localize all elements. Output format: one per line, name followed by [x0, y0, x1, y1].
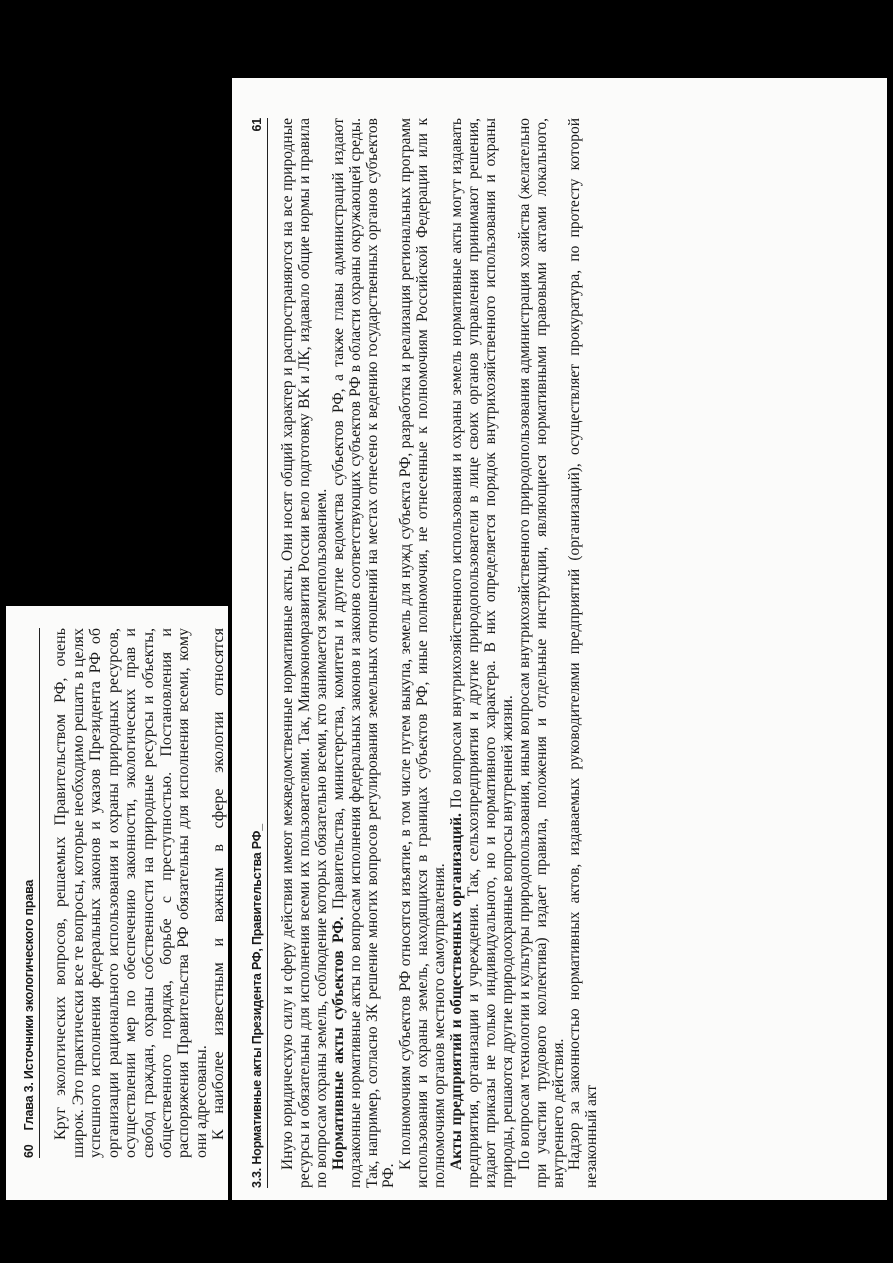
paragraph: К наиболее известным и важным в сфере экологии относятся [210, 628, 228, 1140]
paragraph: К полномочиям субъектов РФ относятся изъятие, в том числе путем выкупа, земель для нужд субъекта РФ, разработка и реализация региональных программ использования и охраны земель, находящихся в границах субъектов РФ, иные полномочия, не отнесенные к полномочиям Российской Федерации или к полномочиям органов местного самоуправления. [397, 118, 449, 1188]
paragraph: Нормативные акты субъектов РФ. Правительства, министерства, комитеты и другие ведомства субъектов РФ, а также главы администраций издают подзаконные нормативные акты по вопросам исполнения федеральных законов и законов соответствующих субъектов РФ в области охраны окружающей среды. Так, например, согласно ЗК решение многих вопросов регулирования земельных отношений на местах отнесено к ведению государственных органов субъектов РФ. [329, 117, 398, 1188]
right-page [232, 78, 887, 1200]
left-text-column [52, 628, 228, 1158]
page-number: 60 [22, 1144, 36, 1158]
paragraph: Акты предприятий и общественных организаций. По вопросам внутрихозяйственного использования и охраны земель нормативные акты могут издавать предприятия, организации и учреждения. Так, сельхозпредприятия и другие природопользователи в лице своих органов управления принимают решения, издают приказы не только индивидуального, но и нормативного характера. В них определяется порядок внутрихозяйственного использования и охраны природы, решаются другие природоохранные вопросы внутренней жизни. [448, 118, 516, 1188]
section-title: 3.3. Нормативные акты Президента РФ, Правительства РФ_ [250, 824, 264, 1188]
right-running-head [250, 118, 268, 1188]
left-page [6, 606, 228, 1200]
paragraph: Надзор за законностью нормативных актов, издаваемых руководителями предприятий (организаций), осуществляет прокуратура, по протесту которой незаконный акт [566, 118, 601, 1188]
paragraph: Круг экологических вопросов, решаемых Правительством РФ, очень широк. Это практически все те вопросы, которые необходимо решать в целях успешного исполнения федеральных законов и указов Президента РФ об организации рационального использования и охраны природных ресурсов, осуществлении мер по обеспечению законности, экологических прав и свобод граждан, охраны собственности на природные ресурсы и объекты, общественного порядка, борьбе с преступностью. Постановления и распоряжения Правительства РФ обязательны для исполнения всеми, кому они адресованы. [52, 628, 210, 1158]
page-number: 61 [250, 118, 264, 132]
chapter-title: Глава 3. Источники экологического права [22, 879, 36, 1131]
left-running-head [22, 628, 40, 1158]
right-text-column [280, 118, 601, 1188]
left-page-content [6, 606, 228, 1200]
paragraph: По вопросам технологии и культуры природопользования, иным вопросам внутрихозяйственного природопользования администрация хозяйства (желательно при участии трудового коллектива) издает правила, положения и отдельные инструкции, являющиеся нормативными правовыми актами локального, внутреннего действия. [515, 118, 567, 1188]
paragraph: Иную юридическую силу и сферу действия имеют межведомственные нормативные акты. Они носят общий характер и распространяются на все природные ресурсы и обязательны для исполнения всеми их пользователями. Так, Минэкономразвития России вело подготовку ВК и ЛК, издавало общие нормы и правила по вопросам охраны земель, соблюдение которых обязательно всеми, кто занимается землепользованием. [279, 118, 330, 1188]
right-page-content [232, 78, 887, 1200]
